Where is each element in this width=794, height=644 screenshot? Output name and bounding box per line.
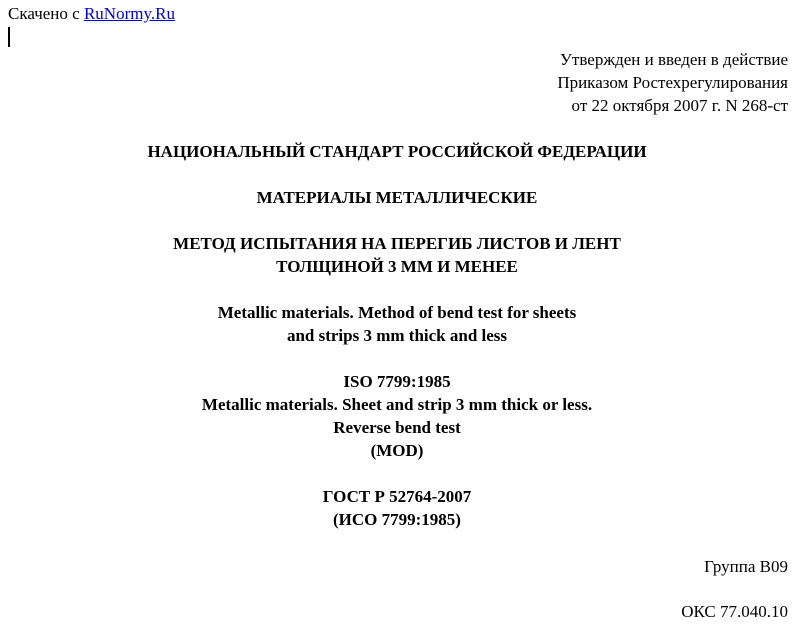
gost-code: ГОСТ Р 52764-2007 xyxy=(322,487,472,506)
english-title-block xyxy=(0,301,794,347)
source-line xyxy=(8,4,175,24)
approval-line-2: Приказом Ростехрегулирования xyxy=(557,73,788,92)
group-code: Группа В09 xyxy=(704,557,788,576)
oks-code: ОКС 77.040.10 xyxy=(681,602,788,621)
approval-block xyxy=(557,48,788,117)
runormy-link[interactable]: RuNormy.Ru xyxy=(83,4,175,23)
gost-iso-ref: (ИСО 7799:1985) xyxy=(333,510,461,529)
iso-block xyxy=(0,370,794,462)
text-cursor xyxy=(8,27,10,47)
materials-title: МАТЕРИАЛЫ МЕТАЛЛИЧЕСКИЕ xyxy=(256,188,538,207)
gost-block xyxy=(0,485,794,531)
materials-heading xyxy=(0,186,794,209)
iso-mod: (MOD) xyxy=(370,441,424,460)
method-title-line-2: ТОЛЩИНОЙ 3 ММ И МЕНЕЕ xyxy=(276,257,518,276)
method-title-line-1: МЕТОД ИСПЫТАНИЯ НА ПЕРЕГИБ ЛИСТОВ И ЛЕНТ xyxy=(173,234,621,253)
national-standard-title: НАЦИОНАЛЬНЫЙ СТАНДАРТ РОССИЙСКОЙ ФЕДЕРАЦИИ xyxy=(147,142,647,161)
source-prefix: Скачено с xyxy=(8,4,84,23)
approval-line-1: Утвержден и введен в действие xyxy=(559,50,788,69)
iso-code: ISO 7799:1985 xyxy=(343,372,451,391)
approval-line-3: от 22 октября 2007 г. N 268-ст xyxy=(571,96,788,115)
national-standard-heading xyxy=(0,140,794,163)
english-title-line-2: and strips 3 mm thick and less xyxy=(286,326,508,345)
iso-title-line-1: Metallic materials. Sheet and strip 3 mm thick or less. xyxy=(201,395,593,414)
iso-title-line-2: Reverse bend test xyxy=(333,418,461,437)
method-heading xyxy=(0,232,794,278)
english-title-line-1: Metallic materials. Method of bend test for sheets xyxy=(217,303,577,322)
